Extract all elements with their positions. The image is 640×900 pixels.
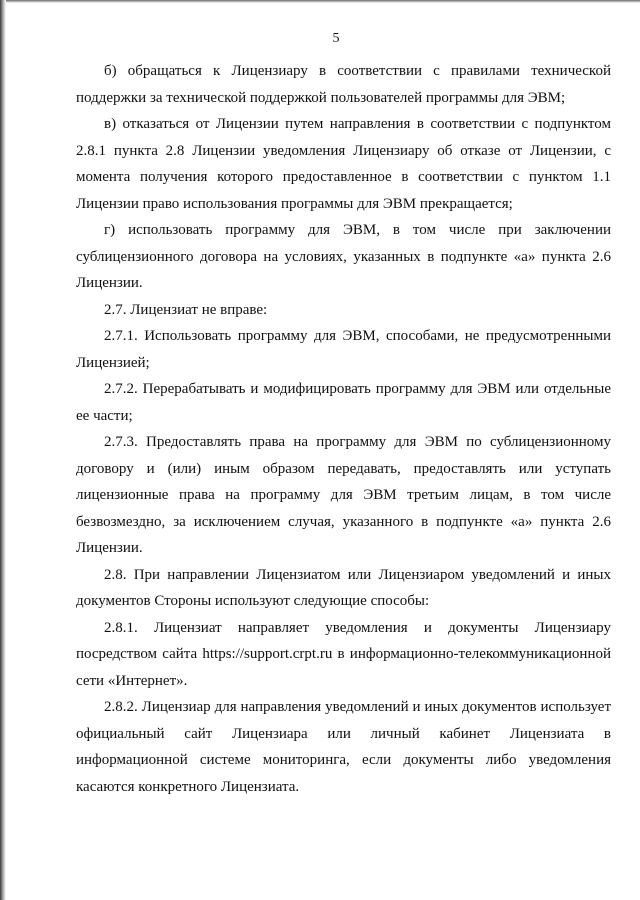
paragraph-g-use-program: г) использовать программу для ЭВМ, в том числе при заключении сублицензионного договора на условиях, указанных в подпункте «а» пункта 2.6 Лицензии.	[76, 222, 611, 291]
page-number: 5	[332, 31, 340, 46]
document-body	[76, 58, 611, 800]
paragraph-2-8-2: 2.8.2. Лицензиар для направления уведомлений и иных документов использует официальный сайт Лицензиара или личный кабинет Лицензиата в информационной системе мониторинга, если документы либо уведомления касаются конкретного Лицензиата.	[76, 699, 611, 795]
paragraph-2-7-heading: 2.7. Лицензиат не вправе:	[104, 301, 268, 318]
paragraph-b-support: б) обращаться к Лицензиару в соответствии с правилами технической поддержки за технической поддержкой пользователей программы для ЭВМ;	[76, 63, 611, 106]
scan-edge-left	[0, 0, 6, 900]
paragraph-2-7-3: 2.7.3. Предоставлять права на программу для ЭВМ по сублицензионному договору и (или) иным образом передавать, предоставлять или уступать лицензионные права на программу для ЭВМ третьим лицам, в том числе безвозмездно, за исключением случая, указанного в подпункте «а» пункта 2.6 Лицензии.	[76, 434, 611, 556]
paragraph-2-8: 2.8. При направлении Лицензиатом или Лицензиаром уведомлений и иных документов Стороны используют следующие способы:	[76, 566, 611, 609]
paragraph-v-refuse-license: в) отказаться от Лицензии путем направления в соответствии с подпунктом 2.8.1 пункта 2.8 Лицензии уведомления Лицензиару об отказе от Лицензии, с момента получения которого предоставленное в соответствии с пунктом 1.1 Лицензии право использования программы для ЭВМ прекращается;	[76, 116, 611, 212]
scan-edge-top	[0, 0, 640, 3]
paragraph-2-8-1: 2.8.1. Лицензиат направляет уведомления и документы Лицензиару посредством сайта https://support.crpt.ru в информационно-телекоммуникационной сети «Интернет».	[76, 619, 611, 689]
paragraph-2-7-2: 2.7.2. Перерабатывать и модифицировать программу для ЭВМ или отдельные ее части;	[76, 381, 611, 424]
paragraph-2-7-1: 2.7.1. Использовать программу для ЭВМ, способами, не предусмотренными Лицензией;	[76, 328, 611, 371]
